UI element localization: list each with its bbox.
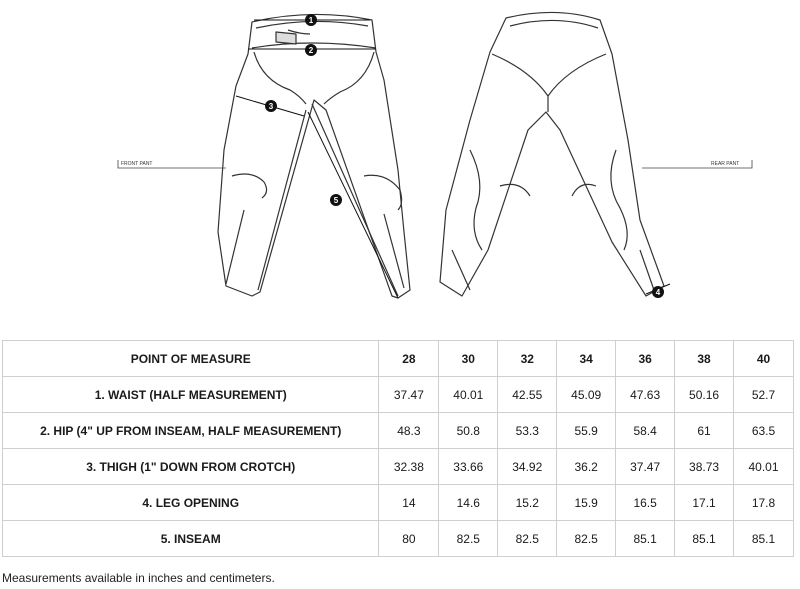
table-cell: 14 xyxy=(379,485,439,521)
table-cell: 52.7 xyxy=(734,377,794,413)
svg-text:1: 1 xyxy=(308,16,314,25)
table-cell: 32.38 xyxy=(379,449,439,485)
header-size-32: 32 xyxy=(498,341,557,377)
table-cell: 38.73 xyxy=(675,449,734,485)
table-row xyxy=(3,377,794,413)
marker-3 xyxy=(265,100,277,112)
table-cell: 40.01 xyxy=(734,449,794,485)
rear-pant-illustration xyxy=(440,12,664,296)
row-label: 4. LEG OPENING xyxy=(3,485,379,521)
table-cell: 55.9 xyxy=(557,413,616,449)
marker-4 xyxy=(652,286,664,298)
table-cell: 45.09 xyxy=(557,377,616,413)
size-chart-table xyxy=(2,340,794,557)
svg-text:2: 2 xyxy=(308,46,314,55)
table-row xyxy=(3,413,794,449)
table-cell: 15.9 xyxy=(557,485,616,521)
header-point-of-measure: POINT OF MEASURE xyxy=(3,341,379,377)
table-cell: 48.3 xyxy=(379,413,439,449)
front-pant-label: FRONT PANT xyxy=(121,161,153,167)
table-cell: 15.2 xyxy=(498,485,557,521)
svg-text:5: 5 xyxy=(333,196,339,205)
table-cell: 61 xyxy=(675,413,734,449)
table-cell: 34.92 xyxy=(498,449,557,485)
table-cell: 63.5 xyxy=(734,413,794,449)
header-size-30: 30 xyxy=(439,341,498,377)
svg-text:4: 4 xyxy=(655,288,661,297)
table-cell: 82.5 xyxy=(498,521,557,557)
header-size-40: 40 xyxy=(734,341,794,377)
table-cell: 82.5 xyxy=(439,521,498,557)
table-cell: 33.66 xyxy=(439,449,498,485)
table-cell: 85.1 xyxy=(675,521,734,557)
table-row xyxy=(3,521,794,557)
table-cell: 47.63 xyxy=(616,377,675,413)
table-cell: 40.01 xyxy=(439,377,498,413)
row-label: 5. INSEAM xyxy=(3,521,379,557)
table-cell: 50.8 xyxy=(439,413,498,449)
table-cell: 36.2 xyxy=(557,449,616,485)
marker-5 xyxy=(330,194,342,206)
table-cell: 42.55 xyxy=(498,377,557,413)
table-cell: 16.5 xyxy=(616,485,675,521)
table-cell: 17.1 xyxy=(675,485,734,521)
table-cell: 14.6 xyxy=(439,485,498,521)
table-cell: 53.3 xyxy=(498,413,557,449)
marker-2 xyxy=(305,44,317,56)
row-label: 1. WAIST (HALF MEASUREMENT) xyxy=(3,377,379,413)
front-pant-illustration xyxy=(218,14,410,298)
header-size-36: 36 xyxy=(616,341,675,377)
header-size-28: 28 xyxy=(379,341,439,377)
measurement-footnote: Measurements available in inches and centimeters. xyxy=(2,571,275,585)
rear-pant-label: REAR PANT xyxy=(711,161,740,167)
table-row xyxy=(3,485,794,521)
table-cell: 37.47 xyxy=(616,449,675,485)
table-cell: 85.1 xyxy=(616,521,675,557)
header-size-38: 38 xyxy=(675,341,734,377)
row-label: 3. THIGH (1" DOWN FROM CROTCH) xyxy=(3,449,379,485)
svg-text:3: 3 xyxy=(268,102,274,111)
table-cell: 37.47 xyxy=(379,377,439,413)
row-label: 2. HIP (4" UP FROM INSEAM, HALF MEASUREMENT) xyxy=(3,413,379,449)
table-cell: 17.8 xyxy=(734,485,794,521)
header-size-34: 34 xyxy=(557,341,616,377)
table-row xyxy=(3,449,794,485)
table-header-row xyxy=(3,341,794,377)
table-cell: 82.5 xyxy=(557,521,616,557)
table-cell: 50.16 xyxy=(675,377,734,413)
table-cell: 58.4 xyxy=(616,413,675,449)
table-cell: 85.1 xyxy=(734,521,794,557)
table-cell: 80 xyxy=(379,521,439,557)
marker-1 xyxy=(305,14,317,26)
